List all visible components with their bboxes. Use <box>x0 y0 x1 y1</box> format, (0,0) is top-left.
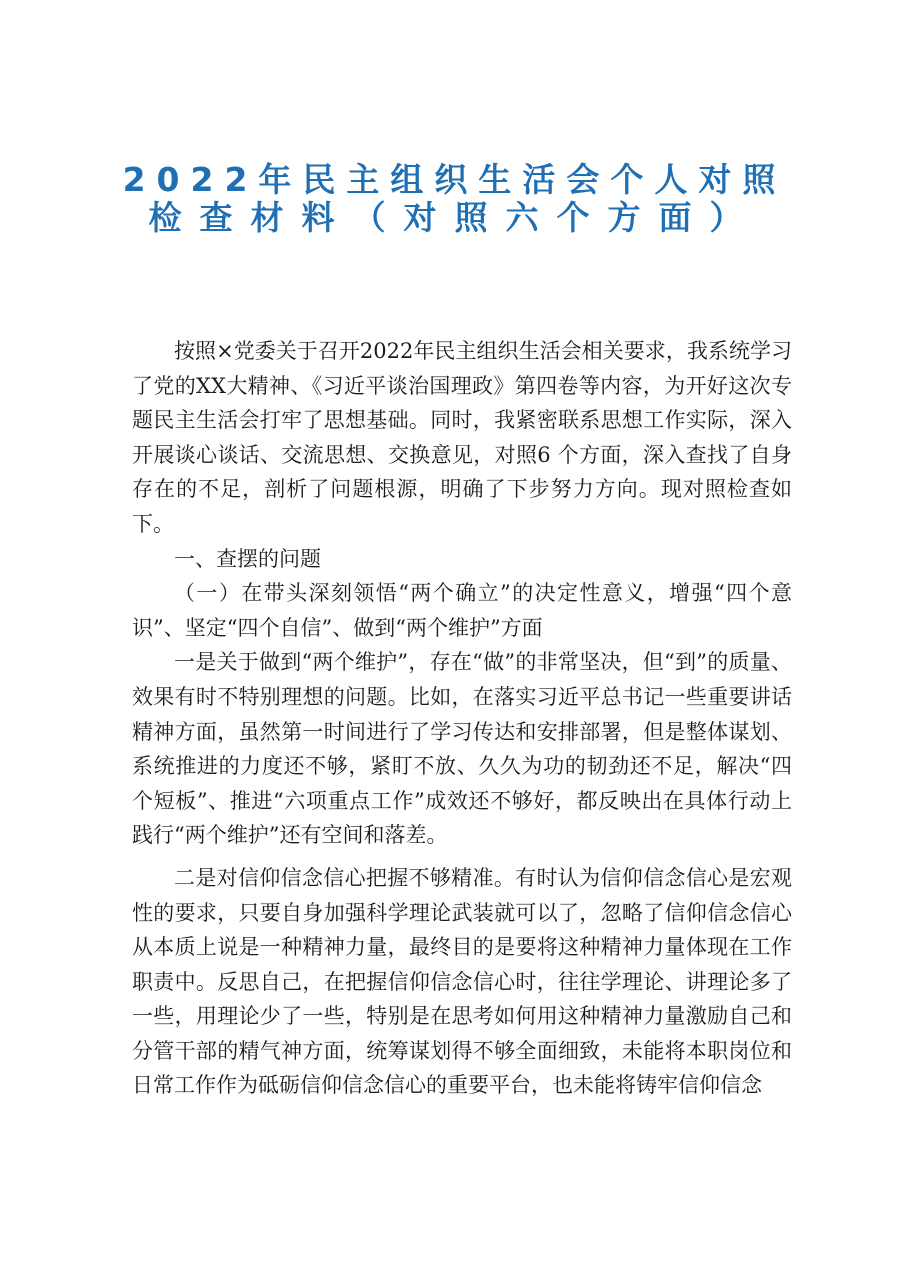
subsection-heading: （一）在带头深刻领悟“两个确立”的决定性意义，增强“四个意识”、坚定“四个自信”、做到“两个维护”方面 <box>132 581 792 640</box>
document-title-line-1: 2022年民主组织生活会个人对照 <box>122 160 787 199</box>
intro-paragraph: 按照×党委关于召开2022年民主组织生活会相关要求，我系统学习了党的XX大精神、《习近平谈治国理政》第四卷等内容，为开好这次专题民主生活会打牢了思想基础。同时，我紧密联系思想工作实际，深入开展谈心谈话、交流思想、交换意见，对照6 个方面，深入查找了自身存在的不足，剖析了问题根源，明确了下步努力方向。现对照检查如下。 <box>132 339 792 536</box>
body-paragraph: 一是关于做到“两个维护”，存在“做”的非常坚决，但“到”的质量、效果有时不特别理想的问题。比如，在落实习近平总书记一些重要讲话精神方面，虽然第一时间进行了学习传达和安排部署，但是整体谋划、系统推进的力度还不够，紧盯不放、久久为功的韧劲还不足，解决“四个短板”、推进“六项重点工作”成效还不够好，都反映出在具体行动上践行“两个维护”还有空间和落差。 <box>132 650 792 848</box>
section-heading: 一、查摆的问题 <box>174 546 321 571</box>
body-paragraph: 二是对信仰信念信心把握不够精准。有时认为信仰信念信心是宏观性的要求，只要自身加强科学理论武装就可以了，忽略了信仰信念信心从本质上说是一种精神力量，最终目的是要将这种精神力量体现在工作职责中。反思自己，在把握信仰信念信心时，往往学理论、讲理论多了一些，用理论少了一些，特别是在思考如何用这种精神力量激励自己和分管干部的精气神方面，统筹谋划得不够全面细致，未能将本职岗位和日常工作作为砥砺信仰信念信心的重要平台，也未能将铸牢信仰信念 <box>132 865 792 1098</box>
document-body <box>132 334 792 1103</box>
document-title-line-2: 检查材料（对照六个方面） <box>148 198 761 237</box>
